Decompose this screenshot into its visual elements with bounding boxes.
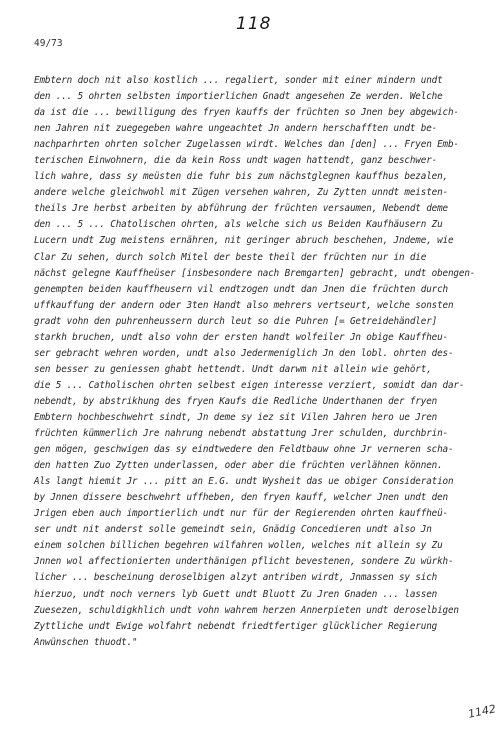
text-line: früchten kümmerlich Jre nahrung nebendt abstattung Jrer schulden, durchbrin- [34,428,448,440]
text-line: Jrigen eben auch importierlich undt nur für der Regierenden ohrten kauffheü- [34,508,448,520]
document-reference: 49/73 [34,38,63,49]
body-text [34,73,482,651]
text-line: ser undt nit anderst solle gemeindt sein, Gnädig Concedieren undt also Jn [34,524,432,536]
text-line: nen Jahren nit zuegegeben wahre ungeachtet Jn andern herschafften undt be- [34,123,438,135]
text-line: Anwünschen thuodt." [34,636,138,648]
text-line: ser gebracht wehren worden, undt also Jedermeniglich Jn den lobl. ohrten des- [34,347,454,359]
text-line: hierzuo, undt noch verners lyb Guett undt Bluott Zu Jren Gnaden ... lassen [34,588,438,600]
text-line: gen mögen, geschwigen das sy eindtwedere den Feldtbauw ohne Jr verneren scha- [34,444,454,456]
text-line: licher ... bescheinung deroselbigen alzyt antriben wirdt, Jnmassen sy sich [34,572,438,584]
text-line: by Jnnen dissere beschwehrt uffheben, den fryen kauff, welcher Jnen undt den [34,492,448,504]
text-line: Clar Zu sehen, durch solch Mitel der beste theil der früchten nur in die [34,251,427,263]
text-line: lich wahre, dass sy meüsten die fuhr bis zum nächstglegnen kauffhus bezalen, [34,171,448,183]
text-line: Embtern doch nit also kostlich ... regaliert, sonder mit einer mindern undt [34,75,443,86]
text-line: da ist die ... bewilligung des fryen kauffs der früchten so Jnen bey abgewich- [34,107,459,119]
text-line: nächst gelegne Kauffheüser [insbesondere nach Bremgarten] gebracht, undt obengen- [34,267,476,279]
text-line: Zyttliche undt Ewige wolfahrt nebendt friedtfertiger glücklicher Regierung [34,620,438,632]
text-line: nebendt, by abstrikhung des fryen Kaufs die Redliche Underthanen der fryen [34,395,438,407]
text-line: terischen Einwohnern, die da kein Ross undt wagen hattendt, ganz beschwer- [34,155,438,167]
text-line: Lucern undt Zug meistens ernähren, nit geringer abruch beschehen, Jndeme, wie [34,235,454,247]
text-line: nachparhrten ohrten solcher Zugelassen wirdt. Welches dan [den] ... Fryen Emb- [34,139,459,151]
text-line: uffkauffung der andern oder 3ten Handt also mehrers vertseurt, welche sonsten [34,299,454,311]
text-line: theils Jre herbst arbeiten by abführung der früchten versaumen, Nebendt deme [34,203,448,215]
text-line: den ... 5 ... Chatolischen ohrten, als welche sich us Beiden Kaufhäusern Zu [34,219,443,231]
text-line: die 5 ... Catholischen ohrten selbest eigen interesse verziert, somidt dan dar- [34,379,465,391]
text-line: Embtern hochbeschwehrt sindt, Jn deme sy iez sit Vilen Jahren hero ue Jren [34,411,438,423]
text-line: Zuesezen, schuldigkhlich undt vohn wahrem herzen Annerpieten undt deroselbigen [34,604,459,616]
text-line: gradt vohn den puhrenheussern durch leut so die Puhren [= Getreidehändler] [34,315,438,327]
page-number: 118 [236,14,272,34]
text-line: Jnnen wol affectionierten underthänigen pflicht bevestenen, sondere Zu würkh- [34,556,454,568]
text-line: genempten beiden kauffheusern vil endtzogen undt dan Jnen die früchten durch [34,283,448,295]
text-line: sen besser zu geniessen ghabt hettendt. Undt darwm nit allein wie gehört, [34,363,432,375]
text-line: den hatten Zuo Zytten underlassen, oder aber die früchten verlähnen können. [34,460,443,472]
text-line: einem solchen billichen begehren wilfahren wollen, welches nit allein sy Zu [34,540,443,552]
text-line: Als langt hiemit Jr ... pitt an E.G. undt Wysheit das ue obiger Consideration [34,476,454,488]
text-line: den ... 5 ohrten selbsten importierlichen Gnadt angesehen Ze werden. Welche [34,91,443,103]
text-line: andere welche gleichwohl mit Zügen versehen wahren, Zu Zytten unndt meisten- [34,187,448,199]
text-line: starkh bruchen, undt also vohn der ersten handt wolfeiler Jn obige Kauffheu- [34,331,448,343]
corner-annotation: 1142 [466,702,498,721]
